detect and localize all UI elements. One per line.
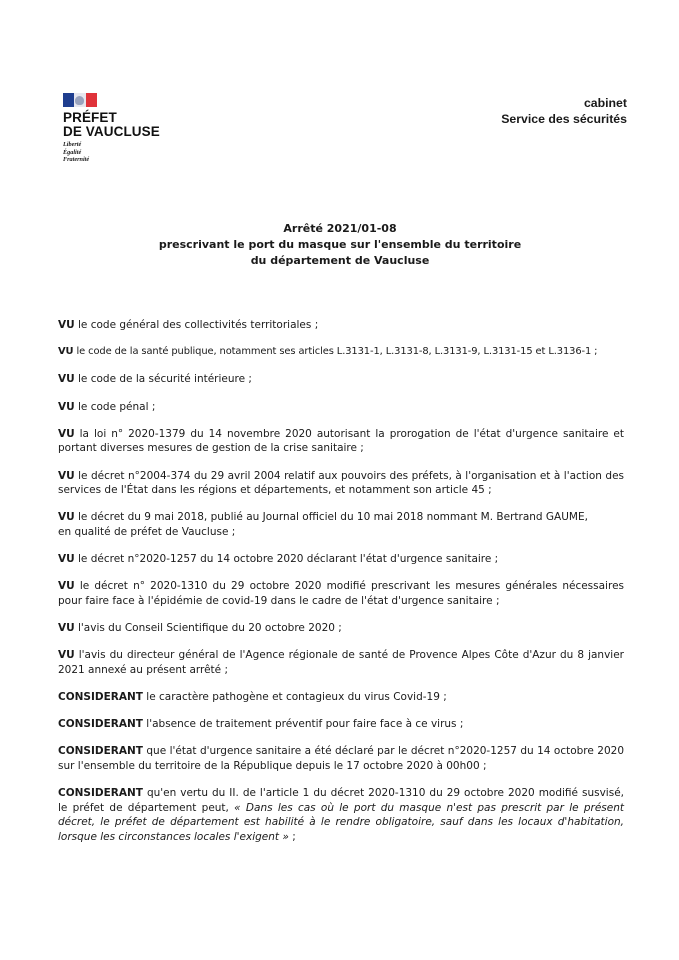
paragraph-vu-decret-2020-1310: VU le décret n° 2020-1310 du 29 octobre 2020 modifié prescrivant les mesures générales nécessaires pour faire face à l'épidémie de covid-19 dans le cadre de l'état d'urgence sanitaire ; (58, 580, 624, 607)
paragraph-vu-decret-2004: VU le décret n°2004-374 du 29 avril 2004 relatif aux pouvoirs des préfets, à l'organisation et à l'action des services de l'État dans les régions et départements, et notamment son article 45 ; (58, 469, 624, 497)
document-title (100, 221, 580, 269)
motto-egalite: Égalité (63, 148, 82, 156)
service-cabinet: cabinet (583, 96, 627, 110)
paragraph-vu-csp: VU le code de la santé publique, notamment ses articles L.3131-1, L.3131-8, L.3131-9, L.3131-15 et L.3136-1 ; (58, 346, 598, 358)
paragraph-vu-cgct: VU le code général des collectivités territoriales ; (58, 319, 319, 331)
paragraph-considerant-traitement: CONSIDERANT l'absence de traitement préventif pour faire face à ce virus ; (58, 718, 464, 731)
document-body (58, 318, 624, 857)
paragraph-vu-conseil-scientifique: VU l'avis du Conseil Scientifique du 20 octobre 2020 ; (58, 622, 342, 635)
marianne-flag-icon (63, 93, 97, 107)
paragraph-vu-code-penal: VU le code pénal ; (58, 400, 156, 413)
motto-liberte: Liberté (63, 141, 82, 148)
paragraph-considerant-decret: CONSIDERANT qu'en vertu du II. de l'article 1 du décret 2020-1310 du 29 octobre 2020 modifié susvisé, le préfet de département peut, « Dans les cas où le port du masque n'est pas prescrit par le présent décret, le préfet de département est habilité à le rendre obligatoire, sauf dans les locaux d'habitation, lorsque les circonstances locales l'exigent » ; (58, 787, 624, 843)
prefecture-logo (63, 93, 173, 164)
paragraph-considerant-pathogene: CONSIDERANT le caractère pathogène et contagieux du virus Covid-19 ; (58, 691, 447, 704)
logo-line2: DE VAUCLUSE (63, 124, 160, 139)
paragraph-vu-ars: VU l'avis du directeur général de l'Agence régionale de santé de Provence Alpes Côte d'Azur du 8 janvier 2021 annexé au présent arrêté ; (58, 649, 624, 676)
paragraph-vu-decret-2020-1257: VU le décret n°2020-1257 du 14 octobre 2020 déclarant l'état d'urgence sanitaire ; (58, 553, 499, 566)
logo-line1: PRÉFET (63, 110, 117, 125)
service-name: Service des sécurités (501, 112, 627, 126)
title-line2: prescrivant le port du masque sur l'ensemble du territoire (158, 238, 522, 251)
motto-fraternite: Fraternité (63, 156, 90, 164)
service-header (501, 95, 627, 127)
paragraph-vu-decret-2018: VU le décret du 9 mai 2018, publié au Journal officiel du 10 mai 2018 nommant M. Bertrand GAUME, en qualité de préfet de Vaucluse ; (58, 511, 588, 538)
title-line3: du département de Vaucluse (250, 254, 430, 267)
title-line1: Arrêté 2021/01-08 (283, 222, 397, 235)
paragraph-vu-csi: VU le code de la sécurité intérieure ; (58, 373, 252, 386)
paragraph-considerant-urgence: CONSIDERANT que l'état d'urgence sanitaire a été déclaré par le décret n°2020-1257 du 14 octobre 2020 sur l'ensemble du territoire de la République depuis le 17 octobre 2020 à 00h00 ; (58, 745, 624, 772)
motto (63, 141, 173, 164)
paragraph-vu-loi-2020-1379: VU la loi n° 2020-1379 du 14 novembre 2020 autorisant la prorogation de l'état d'urgence sanitaire et portant diverses mesures de gestion de la crise sanitaire ; (58, 427, 624, 455)
